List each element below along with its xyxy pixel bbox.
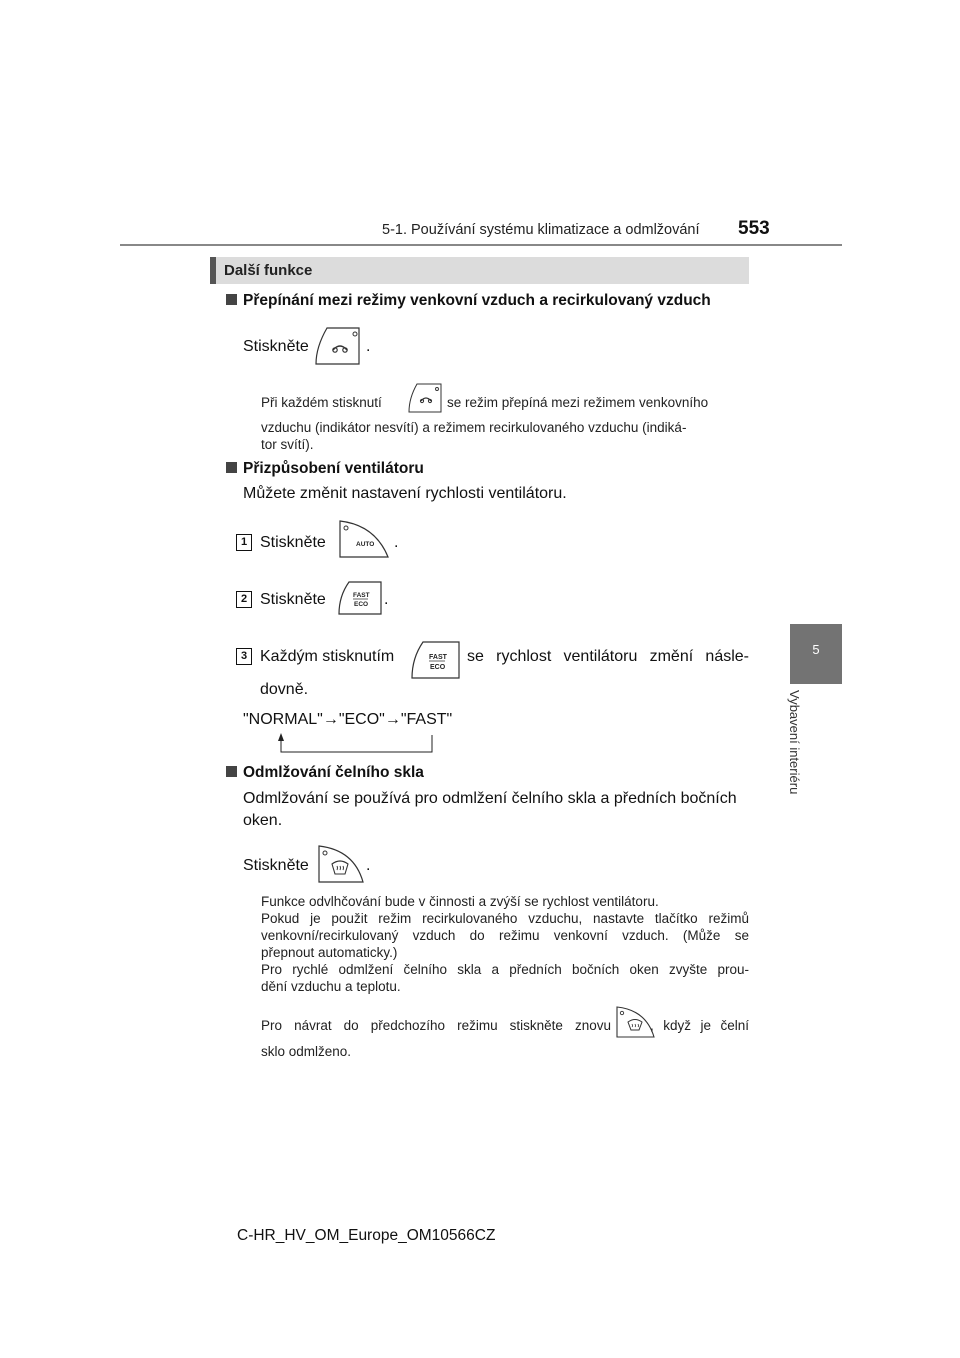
defog-instruction: Stiskněte	[243, 857, 309, 874]
step-1-badge: 1	[236, 534, 252, 551]
recirc-note-part1: Při každém stisknutí	[261, 395, 382, 410]
defog-note-line2: Pokud je použit režim recirkulovaného vzduchu, nastavte tlačítko režimů	[261, 911, 749, 926]
heading-fan	[226, 460, 424, 478]
chapter-title	[772, 690, 832, 830]
eco-label-2: ECO	[430, 664, 446, 671]
section-accent	[210, 257, 216, 284]
recirc-instruction: Stiskněte	[243, 338, 309, 355]
bullet-square-icon	[226, 294, 237, 305]
step-3-text-a: Každým stisknutím	[260, 648, 395, 665]
defog-note-line3: venkovní/recirkulovaný vzduch do režimu venkovní vzduch. (Může se	[261, 928, 749, 943]
heading-defog	[226, 764, 424, 782]
bullet-square-icon	[226, 766, 237, 777]
heading-recirculation-text: Přepínání mezi režimy venkovní vzduch a recirkulovaný vzduch	[243, 292, 711, 309]
auto-button-icon	[337, 519, 391, 559]
defog-note-line6: dění vzduchu a teplotu.	[261, 979, 401, 994]
page-number: 553	[738, 218, 770, 239]
recirculation-button-icon	[313, 325, 363, 367]
step-2-text: Stiskněte	[260, 591, 326, 608]
step-1-end: .	[394, 534, 399, 551]
heading-recirculation	[226, 292, 711, 310]
cycle-loop-arrow-icon	[274, 733, 440, 760]
fast-eco-button-icon	[337, 580, 383, 616]
step-2-end: .	[384, 591, 389, 608]
defog-notes	[261, 893, 749, 995]
arrow-right-icon: →	[384, 711, 401, 728]
document-footer-code: C-HR_HV_OM_Europe_OM10566CZ	[237, 1227, 496, 1244]
fan-mode-cycle	[243, 711, 452, 729]
windshield-defog-button-icon	[316, 844, 366, 884]
defog-note-line1: Funkce odvlhčování bude v činnosti a zvýší se rychlost ventilátoru.	[261, 894, 659, 909]
chapter-title-text: Vybavení interiéru	[787, 690, 802, 795]
bullet-square-icon	[226, 462, 237, 473]
cycle-eco: "ECO"	[338, 711, 385, 728]
defog-instruction-end: .	[366, 857, 371, 874]
cycle-fast: "FAST"	[400, 711, 453, 728]
auto-label: AUTO	[356, 541, 375, 548]
step-3-badge: 3	[236, 648, 252, 665]
defog-return-line2: sklo odmlženo.	[261, 1044, 352, 1059]
step-3-text-b: se rychlost ventilátoru změní násle-	[467, 648, 749, 665]
fast-label-2: FAST	[429, 654, 447, 661]
recirc-instruction-end: .	[366, 338, 371, 355]
defog-note-line4: přepnout automaticky.)	[261, 945, 398, 960]
chapter-number: 5	[812, 642, 820, 657]
recirc-note-line3: tor svítí).	[261, 437, 314, 452]
defog-return-part1: Pro návrat do předchozího režimu stiskněte znovu	[261, 1018, 611, 1033]
recirc-note-part2: se režim přepíná mezi režimem venkovního	[447, 395, 709, 410]
fast-label: FAST	[353, 592, 370, 599]
section-title: Další funkce	[224, 262, 313, 279]
defog-return-part2: , když je čelní	[650, 1018, 749, 1033]
step-2-badge: 2	[236, 591, 252, 608]
defog-intro-line2: oken.	[243, 812, 283, 829]
section-header-bar	[210, 257, 749, 284]
heading-fan-text: Přizpůsobení ventilátoru	[243, 460, 424, 477]
header-divider	[120, 244, 842, 246]
step-1-text: Stiskněte	[260, 534, 326, 551]
cycle-normal: "NORMAL"	[243, 711, 323, 728]
eco-label: ECO	[354, 601, 369, 608]
defog-intro-line1: Odmlžování se používá pro odmlžení čelního skla a předních bočních	[243, 790, 737, 807]
recirc-note-line2: vzduchu (indikátor nesvítí) a režimem recirkulovaného vzduchu (indiká-	[261, 420, 687, 435]
fan-intro: Můžete změnit nastavení rychlosti ventilátoru.	[243, 485, 567, 502]
defog-note-line5: Pro rychlé odmlžení čelního skla a předních bočních oken zvyšte prou-	[261, 962, 749, 977]
heading-defog-text: Odmlžování čelního skla	[243, 764, 424, 781]
fast-eco-button-inline-icon	[410, 640, 462, 680]
header-section-title: 5-1. Používání systému klimatizace a odmlžování	[382, 222, 700, 238]
arrow-right-icon: →	[322, 711, 339, 728]
step-3-text-c: dovně.	[260, 681, 309, 698]
recirculation-button-inline-icon	[407, 382, 443, 414]
